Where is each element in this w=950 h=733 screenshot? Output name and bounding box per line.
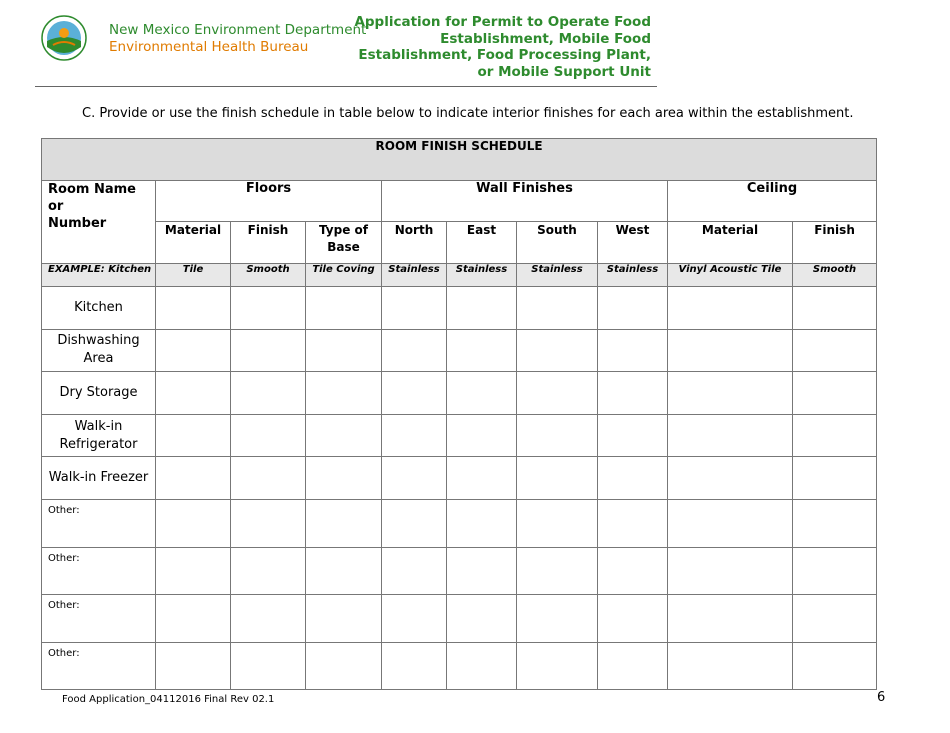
finish-entry-cell[interactable]	[517, 414, 598, 457]
base-type-header-line: Type of	[319, 223, 368, 237]
finish-entry-cell[interactable]	[668, 457, 793, 500]
form-title-line: Establishment, Food Processing Plant,	[358, 47, 651, 63]
page-number: 6	[877, 690, 886, 705]
finish-entry-cell[interactable]	[306, 642, 382, 690]
ceiling-material-header: Material	[668, 222, 793, 264]
room-name-cell	[42, 457, 156, 500]
form-title-line: Establishment, Mobile Food	[440, 30, 651, 47]
finish-entry-cell[interactable]	[447, 547, 517, 595]
base-type-header	[306, 222, 382, 264]
finish-entry-cell[interactable]	[598, 595, 668, 643]
example-cell: Tile Coving	[306, 264, 382, 287]
finish-entry-cell[interactable]	[306, 372, 382, 415]
finish-entry-cell[interactable]	[231, 329, 306, 372]
finish-entry-cell[interactable]	[306, 457, 382, 500]
finish-entry-cell[interactable]	[668, 414, 793, 457]
floor-material-header: Material	[156, 222, 231, 264]
finish-entry-cell[interactable]	[668, 287, 793, 330]
other-room-cell: Other:	[42, 642, 156, 690]
finish-entry-cell[interactable]	[668, 372, 793, 415]
finish-entry-cell[interactable]	[231, 414, 306, 457]
room-rows	[42, 287, 877, 690]
example-cell: Stainless	[598, 264, 668, 287]
finish-entry-cell[interactable]	[382, 287, 447, 330]
finish-entry-cell[interactable]	[156, 287, 231, 330]
form-title-line: or Mobile Support Unit	[477, 63, 651, 80]
room-name-line: Dishwashing Area	[57, 333, 140, 367]
finish-entry-cell[interactable]	[231, 547, 306, 595]
room-name-header-line: Room Name or	[48, 182, 136, 214]
wall-east-header: East	[447, 222, 517, 264]
table-row	[42, 499, 877, 547]
finish-entry-cell[interactable]	[598, 457, 668, 500]
example-cell: Smooth	[793, 264, 877, 287]
example-cell: Smooth	[231, 264, 306, 287]
finish-entry-cell[interactable]	[306, 414, 382, 457]
finish-entry-cell[interactable]	[793, 372, 877, 415]
finish-entry-cell[interactable]	[517, 595, 598, 643]
table-row	[42, 329, 877, 372]
finish-entry-cell[interactable]	[231, 457, 306, 500]
finish-entry-cell[interactable]	[447, 414, 517, 457]
finish-entry-cell[interactable]	[382, 642, 447, 690]
finish-entry-cell[interactable]	[668, 595, 793, 643]
finish-entry-cell[interactable]	[447, 642, 517, 690]
instruction-text: C. Provide or use the finish schedule in table below to indicate interior finishes for each area within the establishment.	[82, 106, 854, 121]
finish-entry-cell[interactable]	[793, 499, 877, 547]
finish-entry-cell[interactable]	[668, 329, 793, 372]
finish-entry-cell[interactable]	[598, 414, 668, 457]
finish-entry-cell[interactable]	[598, 372, 668, 415]
finish-entry-cell[interactable]	[598, 329, 668, 372]
finish-entry-cell[interactable]	[447, 499, 517, 547]
finish-entry-cell[interactable]	[598, 287, 668, 330]
finish-entry-cell[interactable]	[231, 499, 306, 547]
finish-entry-cell[interactable]	[793, 595, 877, 643]
finish-entry-cell[interactable]	[517, 457, 598, 500]
room-name-cell	[42, 329, 156, 372]
finish-entry-cell[interactable]	[668, 547, 793, 595]
room-name-line: Walk-in	[74, 418, 123, 434]
other-room-cell: Other:	[42, 595, 156, 643]
finish-entry-cell[interactable]	[156, 414, 231, 457]
room-name-cell	[42, 414, 156, 457]
room-name-header-line: Number	[48, 216, 107, 231]
finish-entry-cell[interactable]	[156, 457, 231, 500]
room-name-line: Dry Storage	[59, 384, 138, 400]
finish-entry-cell[interactable]	[517, 547, 598, 595]
finish-entry-cell[interactable]	[382, 595, 447, 643]
finish-entry-cell[interactable]	[447, 595, 517, 643]
org-bureau: Environmental Health Bureau	[109, 39, 309, 55]
example-cell: Tile	[156, 264, 231, 287]
base-type-header-line: Base	[327, 240, 360, 254]
finish-entry-cell[interactable]	[598, 642, 668, 690]
room-name-cell	[42, 372, 156, 415]
finish-entry-cell[interactable]	[382, 499, 447, 547]
finish-entry-cell[interactable]	[447, 287, 517, 330]
finish-entry-cell[interactable]	[156, 372, 231, 415]
form-title-line: Application for Permit to Operate Food	[354, 14, 651, 30]
header-divider	[35, 86, 657, 87]
finish-entry-cell[interactable]	[793, 329, 877, 372]
example-cell: EXAMPLE: Kitchen	[42, 264, 156, 287]
finish-entry-cell[interactable]	[447, 372, 517, 415]
table-row	[42, 287, 877, 330]
table-row	[42, 547, 877, 595]
finish-entry-cell[interactable]	[517, 329, 598, 372]
finish-entry-cell[interactable]	[382, 547, 447, 595]
table-row	[42, 414, 877, 457]
wall-south-header: South	[517, 222, 598, 264]
room-finish-schedule-table	[41, 138, 877, 690]
finish-entry-cell[interactable]	[793, 457, 877, 500]
finish-entry-cell[interactable]	[306, 287, 382, 330]
finish-entry-cell[interactable]	[382, 457, 447, 500]
table-row	[42, 642, 877, 690]
finish-entry-cell[interactable]	[231, 595, 306, 643]
finish-entry-cell[interactable]	[382, 372, 447, 415]
wall-west-header: West	[598, 222, 668, 264]
ceiling-header: Ceiling	[668, 181, 877, 222]
form-title	[321, 14, 651, 80]
room-name-line: Refrigerator	[59, 436, 138, 452]
finish-entry-cell[interactable]	[156, 642, 231, 690]
other-room-cell: Other:	[42, 547, 156, 595]
finish-entry-cell[interactable]	[156, 547, 231, 595]
finish-entry-cell[interactable]	[231, 287, 306, 330]
finish-entry-cell[interactable]	[517, 372, 598, 415]
finish-entry-cell[interactable]	[306, 499, 382, 547]
finish-entry-cell[interactable]	[306, 547, 382, 595]
finish-entry-cell[interactable]	[598, 547, 668, 595]
room-name-header	[42, 181, 156, 264]
room-name-line: Kitchen	[74, 299, 123, 315]
table-row	[42, 595, 877, 643]
wall-north-header: North	[382, 222, 447, 264]
finish-entry-cell[interactable]	[382, 414, 447, 457]
footer-doc-id: Food Application_04112016 Final Rev 02.1	[62, 694, 275, 705]
example-cell: Stainless	[382, 264, 447, 287]
room-name-cell	[42, 287, 156, 330]
finish-entry-cell[interactable]	[156, 499, 231, 547]
example-cell: Vinyl Acoustic Tile	[668, 264, 793, 287]
ceiling-finish-header: Finish	[793, 222, 877, 264]
finish-entry-cell[interactable]	[156, 595, 231, 643]
finish-entry-cell[interactable]	[306, 595, 382, 643]
other-room-cell: Other:	[42, 499, 156, 547]
finish-entry-cell[interactable]	[793, 642, 877, 690]
floors-header: Floors	[156, 181, 382, 222]
room-name-line: Walk-in Freezer	[48, 470, 149, 486]
floor-finish-header: Finish	[231, 222, 306, 264]
finish-entry-cell[interactable]	[447, 457, 517, 500]
finish-entry-cell[interactable]	[668, 499, 793, 547]
finish-entry-cell[interactable]	[793, 287, 877, 330]
finish-entry-cell[interactable]	[306, 329, 382, 372]
finish-entry-cell[interactable]	[447, 329, 517, 372]
table-banner: ROOM FINISH SCHEDULE	[42, 139, 877, 181]
finish-entry-cell[interactable]	[517, 642, 598, 690]
example-row	[42, 264, 877, 287]
finish-entry-cell[interactable]	[231, 642, 306, 690]
finish-entry-cell[interactable]	[598, 499, 668, 547]
table-row	[42, 372, 877, 415]
wall-finishes-header: Wall Finishes	[382, 181, 668, 222]
table-row	[42, 457, 877, 500]
nmed-logo	[41, 15, 87, 61]
example-cell: Stainless	[447, 264, 517, 287]
finish-entry-cell[interactable]	[517, 499, 598, 547]
finish-entry-cell[interactable]	[793, 547, 877, 595]
finish-entry-cell[interactable]	[156, 329, 231, 372]
finish-entry-cell[interactable]	[382, 329, 447, 372]
example-cell: Stainless	[517, 264, 598, 287]
org-department: New Mexico Environment Department	[109, 22, 367, 38]
finish-entry-cell[interactable]	[668, 642, 793, 690]
finish-entry-cell[interactable]	[231, 372, 306, 415]
finish-entry-cell[interactable]	[517, 287, 598, 330]
finish-entry-cell[interactable]	[793, 414, 877, 457]
